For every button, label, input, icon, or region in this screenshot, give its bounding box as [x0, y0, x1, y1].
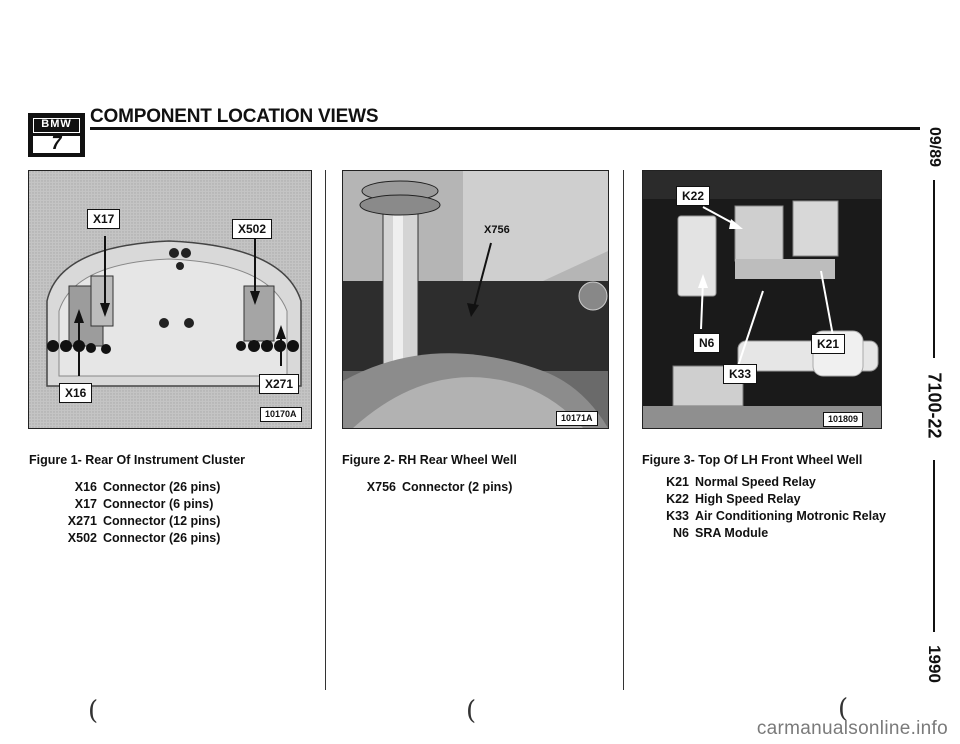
- page-title: COMPONENT LOCATION VIEWS: [90, 106, 379, 127]
- legend-code: K21: [666, 475, 689, 489]
- photo-id-101809: 101809: [823, 412, 863, 427]
- legend-desc: Connector (26 pins): [103, 480, 221, 494]
- photo-id-10170a: 10170A: [260, 407, 302, 422]
- logo-model-text: 7: [51, 133, 62, 153]
- legend-row: [654, 525, 886, 542]
- legend-desc: High Speed Relay: [695, 492, 801, 506]
- side-line-1: [933, 180, 935, 358]
- footer-mark-3: (: [838, 694, 849, 724]
- bmw-7-logo: [28, 113, 85, 157]
- callout-x271: X271: [259, 374, 299, 394]
- legend-code: N6: [673, 526, 689, 540]
- figure-3-legend: [654, 474, 886, 542]
- legend-row: [358, 479, 512, 496]
- figure-1-legend: [52, 479, 220, 547]
- callout-x17: X17: [87, 209, 120, 229]
- legend-desc: SRA Module: [695, 526, 769, 540]
- callout-x756: X756: [484, 224, 510, 236]
- callout-k33: K33: [723, 364, 757, 384]
- callout-x502: X502: [232, 219, 272, 239]
- title-rule: [90, 127, 920, 130]
- legend-row: [654, 508, 886, 525]
- legend-row: [654, 491, 886, 508]
- legend-code: X16: [74, 480, 97, 494]
- legend-code: X756: [366, 480, 396, 494]
- side-date: 09/89: [926, 127, 943, 168]
- figure-3-caption: Figure 3- Top Of LH Front Wheel Well: [642, 453, 863, 467]
- legend-code: K33: [666, 509, 689, 523]
- callout-n6: N6: [693, 333, 720, 353]
- legend-row: [52, 530, 220, 547]
- figure-1-caption: Figure 1- Rear Of Instrument Cluster: [29, 453, 246, 467]
- legend-desc: Air Conditioning Motronic Relay: [695, 509, 886, 523]
- photo-id-10171a: 10171A: [556, 411, 598, 426]
- legend-desc: Connector (6 pins): [103, 497, 214, 511]
- legend-desc: Connector (2 pins): [402, 480, 513, 494]
- side-year: 1990: [925, 645, 944, 683]
- figure-3-photo: [642, 170, 882, 429]
- figure-2-legend: [358, 479, 512, 496]
- watermark-text: carmanualsonline.info: [756, 718, 948, 739]
- legend-code: X17: [74, 497, 97, 511]
- side-page-number: 7100-22: [924, 372, 945, 439]
- logo-bmw-text: BMW: [41, 118, 72, 130]
- legend-row: [52, 513, 220, 530]
- column-separator-2: [623, 170, 624, 690]
- legend-code: X271: [67, 514, 97, 528]
- callout-x16: X16: [59, 383, 92, 403]
- column-separator-1: [325, 170, 326, 690]
- legend-row: [52, 479, 220, 496]
- figure-2-caption: Figure 2- RH Rear Wheel Well: [342, 453, 517, 467]
- callout-k21: K21: [811, 334, 845, 354]
- legend-code: K22: [666, 492, 689, 506]
- legend-desc: Normal Speed Relay: [695, 475, 816, 489]
- legend-code: X502: [67, 531, 97, 545]
- legend-row: [52, 496, 220, 513]
- footer-mark-2: (: [466, 696, 477, 726]
- legend-row: [654, 474, 886, 491]
- side-line-2: [933, 460, 935, 632]
- figure-1-photo: [28, 170, 312, 429]
- footer-mark-1: (: [88, 696, 99, 726]
- callout-k22: K22: [676, 186, 710, 206]
- legend-desc: Connector (12 pins): [103, 514, 221, 528]
- figure-2-photo: [342, 170, 609, 429]
- legend-desc: Connector (26 pins): [103, 531, 221, 545]
